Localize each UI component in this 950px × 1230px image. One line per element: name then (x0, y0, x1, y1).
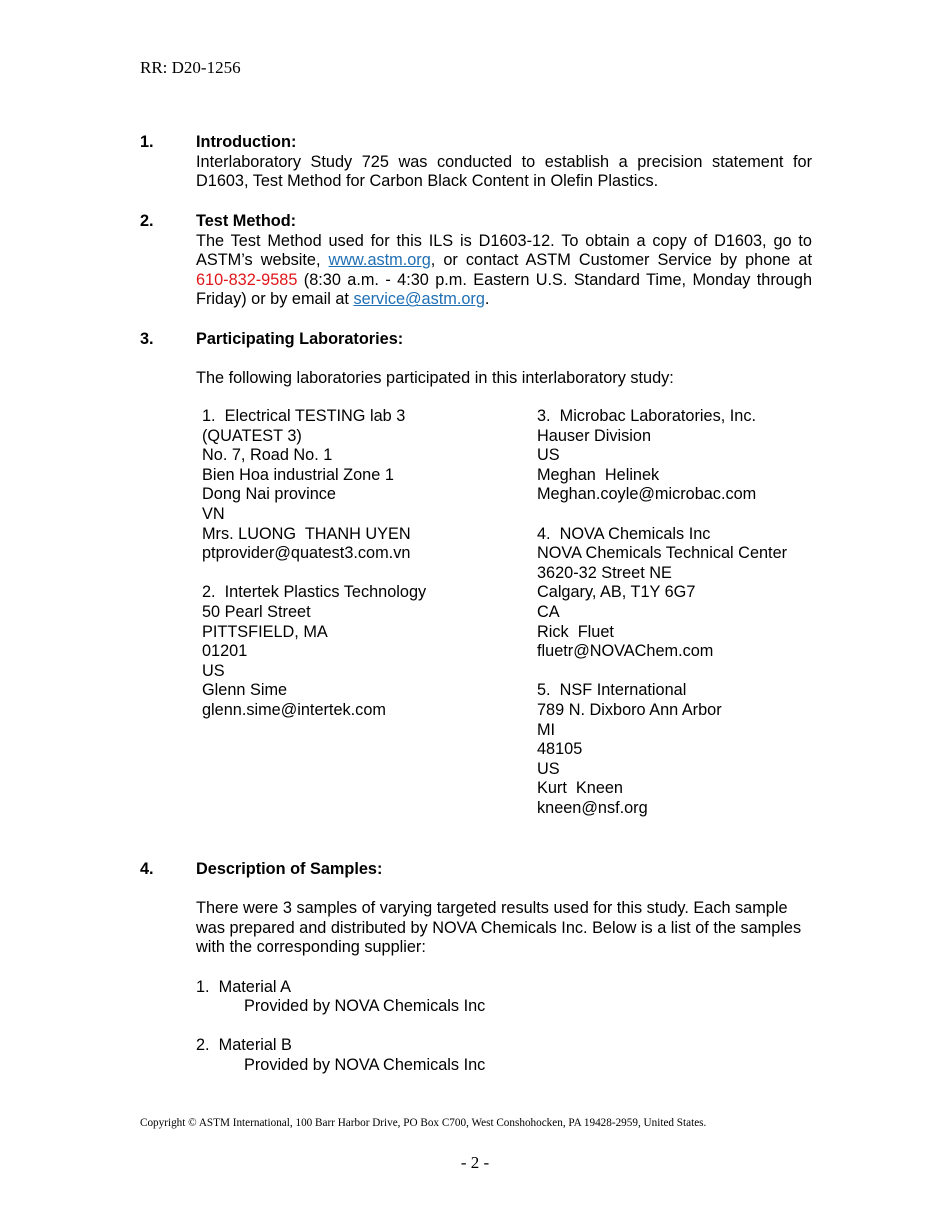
section-introduction (140, 133, 812, 192)
lab-entry (537, 681, 837, 818)
section-title: Description of Samples: (196, 860, 383, 878)
section-title: Participating Laboratories: (196, 330, 404, 348)
section-description-of-samples (140, 860, 812, 1076)
lab-line: Hauser Division (537, 426, 652, 445)
lab-line: CA (537, 602, 560, 621)
section-participating-labs (140, 330, 812, 389)
lab-line: Dong Nai province (202, 485, 336, 504)
lab-line: Mrs. LUONG THANH UYEN (202, 524, 411, 543)
section-test-method (140, 212, 812, 310)
section-number: 1. (140, 133, 154, 151)
material-provider: Provided by NOVA Chemicals Inc (244, 997, 486, 1016)
labs-right-column (537, 407, 837, 838)
lab-line: US (537, 446, 560, 465)
lab-line: 2. Intertek Plastics Technology (202, 583, 427, 602)
lab-line: VN (202, 504, 225, 523)
lab-line: 5. NSF International (537, 681, 687, 700)
lab-line: MI (537, 720, 556, 739)
section-title: Introduction: (196, 133, 297, 151)
section-intro: There were 3 samples of varying targeted results used for this study. Each sample was prepared and distributed by NOVA Chemicals Inc. Below is a list of the samples with the corresponding supplier: (196, 899, 802, 957)
service-email-link[interactable]: service@astm.org (353, 290, 485, 309)
material-item (196, 1036, 812, 1075)
lab-line: 01201 (202, 642, 248, 661)
lab-entry (537, 525, 837, 662)
lab-line: 789 N. Dixboro Ann Arbor (537, 700, 722, 719)
lab-email: kneen@nsf.org (537, 798, 648, 817)
lab-entry (202, 583, 522, 720)
lab-line: (QUATEST 3) (202, 426, 302, 445)
text-fragment: The Test Method used for this ILS is D1603-12. To obtain a copy of D1603, go to ASTM’s website, (196, 231, 812, 270)
page-number: - 2 - (460, 1153, 490, 1172)
material-provider: Provided by NOVA Chemicals Inc (244, 1055, 486, 1074)
text-fragment: , or contact ASTM Customer Service by phone at (430, 251, 812, 270)
lab-line: No. 7, Road No. 1 (202, 446, 333, 465)
section-text (196, 232, 812, 310)
text-fragment: . (484, 290, 490, 309)
lab-entry (537, 407, 837, 505)
lab-line: 50 Pearl Street (202, 602, 311, 621)
lab-line: NOVA Chemicals Technical Center (537, 544, 788, 563)
section-text: Interlaboratory Study 725 was conducted to establish a precision statement for D1603, Test Method for Carbon Black Content in Olefin Plastics. (196, 152, 812, 191)
lab-line: PITTSFIELD, MA (202, 622, 328, 641)
lab-line: Bien Hoa industrial Zone 1 (202, 465, 394, 484)
phone-number: 610-832-9585 (196, 270, 298, 289)
lab-line: 3620-32 Street NE (537, 563, 672, 582)
section-intro: The following laboratories participated in this interlaboratory study: (196, 369, 674, 388)
lab-email: ptprovider@quatest3.com.vn (202, 544, 411, 563)
lab-line: Glenn Sime (202, 681, 288, 700)
lab-entry (202, 407, 522, 564)
lab-line: 4. NOVA Chemicals Inc (537, 524, 711, 543)
lab-email: Meghan.coyle@microbac.com (537, 485, 757, 504)
lab-email: fluetr@NOVAChem.com (537, 642, 714, 661)
lab-line: Calgary, AB, T1Y 6G7 (537, 583, 696, 602)
material-label: 2. Material B (196, 1036, 292, 1055)
lab-email: glenn.sime@intertek.com (202, 700, 386, 719)
astm-website-link[interactable]: www.astm.org (328, 251, 431, 270)
section-number: 4. (140, 860, 154, 878)
lab-line: Rick Fluet (537, 622, 614, 641)
text-fragment: (8:30 a.m. - 4:30 p.m. Eastern U.S. Standard Time, Monday through Friday) or by email at (196, 270, 812, 309)
lab-line: US (202, 661, 225, 680)
report-id: RR: D20-1256 (140, 58, 241, 77)
lab-line: 48105 (537, 740, 583, 759)
material-label: 1. Material A (196, 977, 292, 996)
lab-line: 1. Electrical TESTING lab 3 (202, 407, 406, 425)
copyright-footer: Copyright © ASTM International, 100 Barr Harbor Drive, PO Box C700, West Conshohocken, PA 19428-2959, United States. (140, 1117, 707, 1129)
lab-line: 3. Microbac Laboratories, Inc. (537, 407, 756, 425)
material-item (196, 978, 812, 1017)
section-number: 2. (140, 212, 154, 230)
section-number: 3. (140, 330, 154, 348)
section-title: Test Method: (196, 212, 297, 230)
lab-line: Meghan Helinek (537, 465, 660, 484)
lab-line: US (537, 759, 560, 778)
lab-line: Kurt Kneen (537, 779, 623, 798)
labs-left-column (202, 407, 522, 740)
